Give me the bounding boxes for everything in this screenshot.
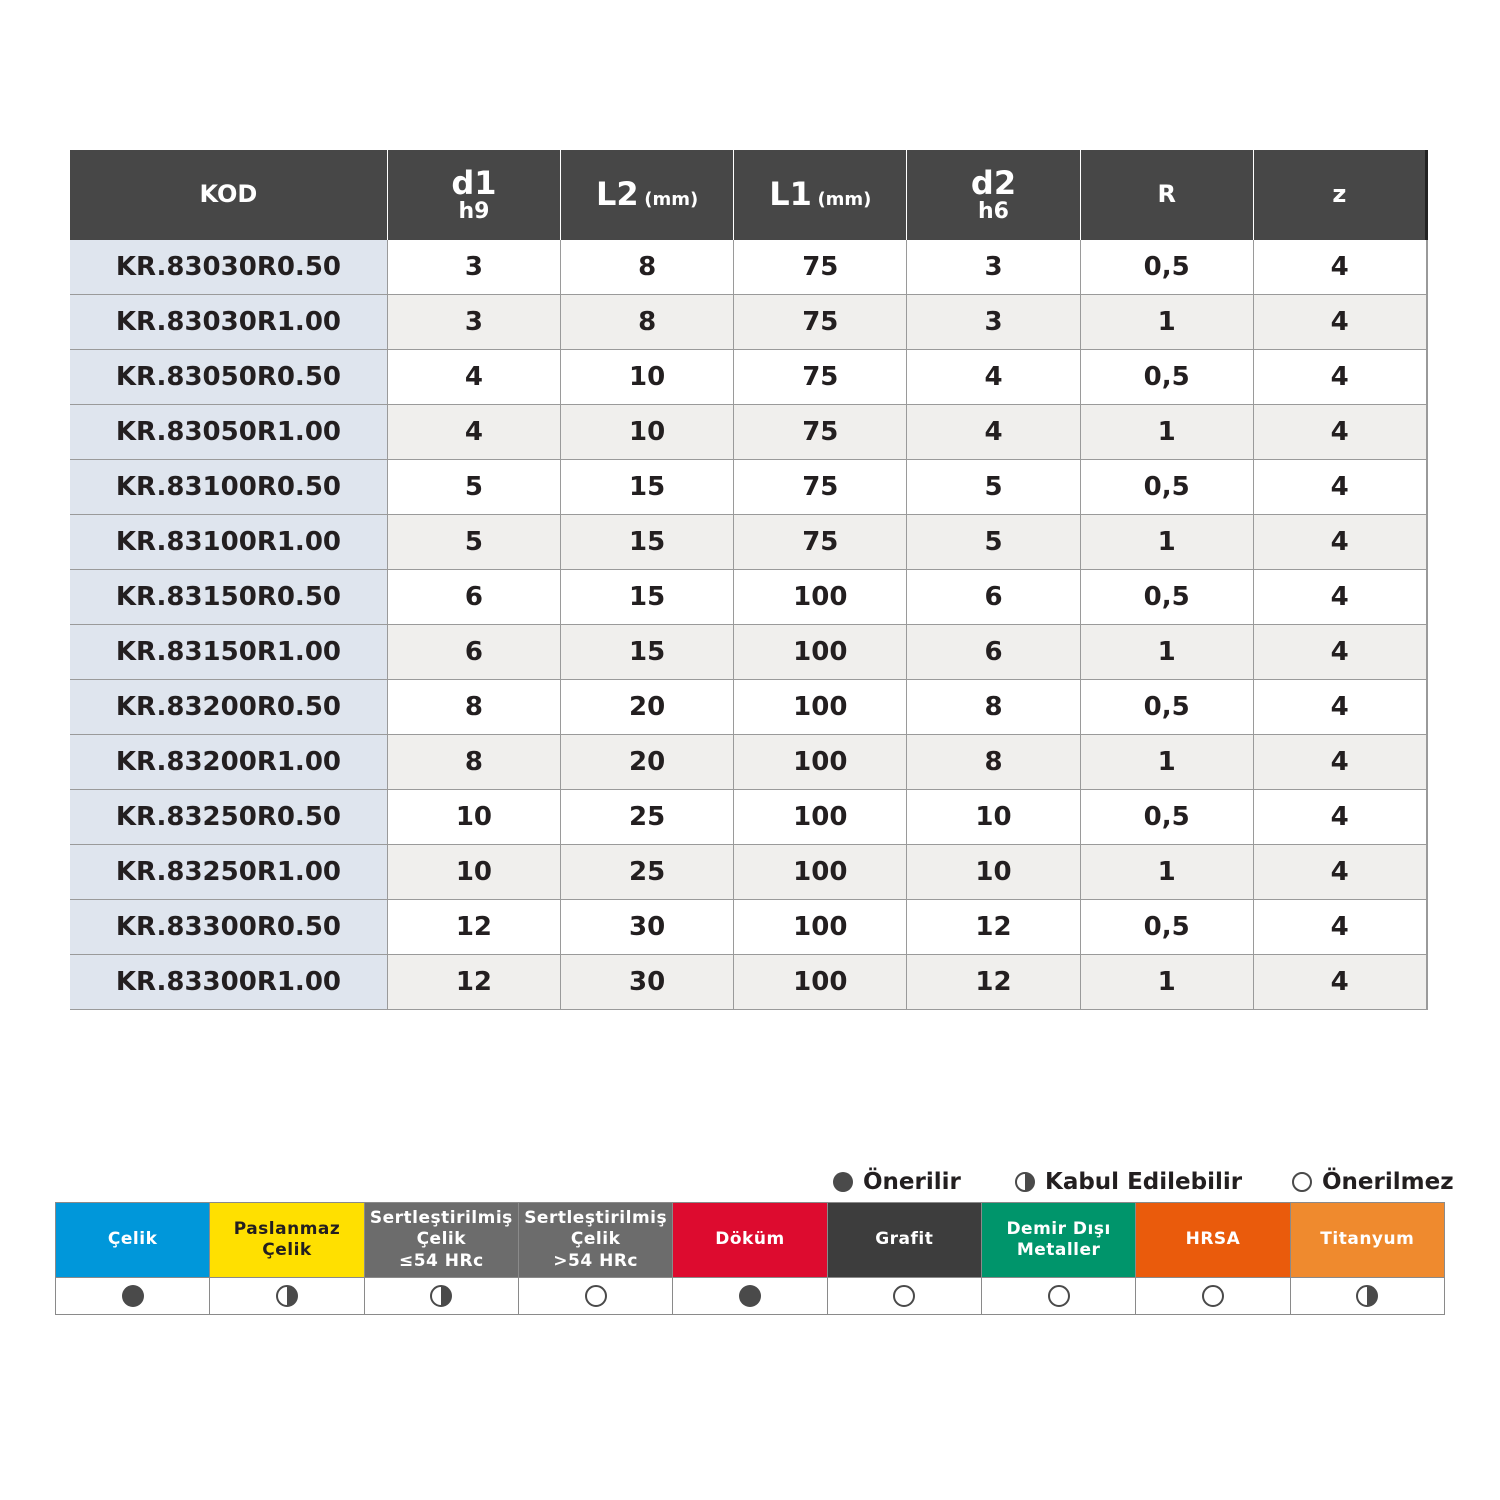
cell-d2: 12 <box>907 900 1080 955</box>
cell-d1: 8 <box>387 680 560 735</box>
material-rating-cell <box>364 1278 518 1315</box>
cell-d1: 5 <box>387 515 560 570</box>
material-rating-cell <box>673 1278 827 1315</box>
cell-r: 1 <box>1080 515 1253 570</box>
cell-kod: KR.83150R0.50 <box>70 570 387 625</box>
material-header <box>981 1203 1135 1278</box>
material-header <box>56 1203 210 1278</box>
cell-r: 0,5 <box>1080 680 1253 735</box>
cell-d2: 10 <box>907 790 1080 845</box>
table-row <box>70 350 1427 405</box>
material-rating-cell <box>981 1278 1135 1315</box>
cell-z: 4 <box>1253 790 1426 845</box>
cell-r: 1 <box>1080 295 1253 350</box>
material-label: Döküm <box>715 1229 785 1250</box>
filled-circle-icon <box>833 1172 853 1192</box>
cell-kod: KR.83050R0.50 <box>70 350 387 405</box>
cell-kod: KR.83200R1.00 <box>70 735 387 790</box>
filled-circle-icon <box>122 1285 144 1307</box>
cell-l2: 8 <box>561 295 734 350</box>
empty-circle-icon <box>1202 1285 1224 1307</box>
table-row <box>70 240 1427 295</box>
cell-d1: 4 <box>387 405 560 460</box>
cell-l1: 100 <box>734 955 907 1010</box>
legend <box>0 1166 1500 1198</box>
material-header <box>827 1203 981 1278</box>
empty-circle-icon <box>585 1285 607 1307</box>
spec-header-row <box>70 150 1427 240</box>
cell-d2: 4 <box>907 405 1080 460</box>
cell-kod: KR.83100R0.50 <box>70 460 387 515</box>
half-circle-icon <box>276 1285 298 1307</box>
header-r: R <box>1080 150 1253 240</box>
cell-d2: 4 <box>907 350 1080 405</box>
cell-kod: KR.83300R1.00 <box>70 955 387 1010</box>
cell-z: 4 <box>1253 735 1426 790</box>
cell-l2: 20 <box>561 680 734 735</box>
cell-z: 4 <box>1253 900 1426 955</box>
material-rating-cell <box>1136 1278 1290 1315</box>
cell-l2: 10 <box>561 350 734 405</box>
cell-l2: 8 <box>561 240 734 295</box>
material-header <box>673 1203 827 1278</box>
table-row <box>70 900 1427 955</box>
material-label: Titanyum <box>1320 1229 1415 1250</box>
material-rating-row <box>56 1278 1445 1315</box>
cell-z: 4 <box>1253 350 1426 405</box>
cell-r: 0,5 <box>1080 790 1253 845</box>
material-label: Sertleştirilmiş Çelik >54 HRc <box>524 1208 668 1271</box>
half-circle-icon <box>430 1285 452 1307</box>
legend-acceptable: Kabul Edilebilir <box>1015 1166 1242 1198</box>
cell-z: 4 <box>1253 240 1426 295</box>
half-circle-icon <box>1015 1172 1035 1192</box>
cell-z: 4 <box>1253 570 1426 625</box>
cell-l2: 25 <box>561 790 734 845</box>
cell-r: 0,5 <box>1080 460 1253 515</box>
material-label: Çelik <box>107 1229 158 1250</box>
header-d1: d1 h9 <box>387 150 560 240</box>
cell-l1: 100 <box>734 735 907 790</box>
cell-d1: 12 <box>387 955 560 1010</box>
cell-l2: 30 <box>561 955 734 1010</box>
cell-l2: 15 <box>561 570 734 625</box>
material-rating-cell <box>518 1278 672 1315</box>
cell-l2: 15 <box>561 515 734 570</box>
table-row <box>70 735 1427 790</box>
cell-l1: 75 <box>734 240 907 295</box>
cell-d2: 8 <box>907 735 1080 790</box>
cell-d2: 10 <box>907 845 1080 900</box>
header-d2: d2 h6 <box>907 150 1080 240</box>
cell-l1: 100 <box>734 900 907 955</box>
table-row <box>70 405 1427 460</box>
material-rating-cell <box>56 1278 210 1315</box>
empty-circle-icon <box>1292 1172 1312 1192</box>
cell-kod: KR.83030R0.50 <box>70 240 387 295</box>
cell-kod: KR.83050R1.00 <box>70 405 387 460</box>
cell-d1: 10 <box>387 845 560 900</box>
material-header <box>1290 1203 1444 1278</box>
cell-l1: 75 <box>734 350 907 405</box>
cell-d1: 6 <box>387 625 560 680</box>
cell-r: 1 <box>1080 625 1253 680</box>
cell-kod: KR.83100R1.00 <box>70 515 387 570</box>
table-row <box>70 680 1427 735</box>
cell-l2: 15 <box>561 625 734 680</box>
table-row <box>70 570 1427 625</box>
cell-r: 1 <box>1080 405 1253 460</box>
header-z: z <box>1253 150 1426 240</box>
cell-d2: 5 <box>907 515 1080 570</box>
cell-l2: 25 <box>561 845 734 900</box>
cell-l1: 100 <box>734 790 907 845</box>
material-rating-cell <box>1290 1278 1444 1315</box>
cell-l2: 20 <box>561 735 734 790</box>
material-header <box>364 1203 518 1278</box>
cell-kod: KR.83030R1.00 <box>70 295 387 350</box>
cell-l2: 15 <box>561 460 734 515</box>
cell-z: 4 <box>1253 460 1426 515</box>
empty-circle-icon <box>893 1285 915 1307</box>
spec-body <box>70 240 1427 1010</box>
cell-d2: 6 <box>907 625 1080 680</box>
cell-r: 1 <box>1080 735 1253 790</box>
material-label: HRSA <box>1185 1229 1241 1250</box>
cell-kod: KR.83250R1.00 <box>70 845 387 900</box>
cell-l2: 10 <box>561 405 734 460</box>
cell-kod: KR.83200R0.50 <box>70 680 387 735</box>
cell-d2: 8 <box>907 680 1080 735</box>
legend-not-recommended: Önerilmez <box>1292 1166 1454 1198</box>
cell-z: 4 <box>1253 515 1426 570</box>
cell-l1: 100 <box>734 625 907 680</box>
material-header <box>210 1203 364 1278</box>
header-l2: L2 (mm) <box>561 150 734 240</box>
cell-r: 0,5 <box>1080 350 1253 405</box>
cell-kod: KR.83250R0.50 <box>70 790 387 845</box>
cell-l1: 75 <box>734 515 907 570</box>
cell-l1: 75 <box>734 405 907 460</box>
cell-r: 1 <box>1080 845 1253 900</box>
cell-l1: 100 <box>734 570 907 625</box>
table-row <box>70 515 1427 570</box>
cell-d1: 12 <box>387 900 560 955</box>
legend-recommended: Önerilir <box>833 1166 961 1198</box>
cell-d1: 10 <box>387 790 560 845</box>
header-kod: KOD <box>70 150 387 240</box>
table-row <box>70 295 1427 350</box>
cell-d1: 6 <box>387 570 560 625</box>
cell-r: 0,5 <box>1080 240 1253 295</box>
cell-d1: 3 <box>387 295 560 350</box>
cell-l1: 100 <box>734 680 907 735</box>
header-l1: L1 (mm) <box>734 150 907 240</box>
cell-r: 1 <box>1080 955 1253 1010</box>
material-table <box>55 1202 1445 1315</box>
cell-z: 4 <box>1253 295 1426 350</box>
cell-z: 4 <box>1253 405 1426 460</box>
material-rating-cell <box>827 1278 981 1315</box>
material-header <box>518 1203 672 1278</box>
cell-kod: KR.83300R0.50 <box>70 900 387 955</box>
cell-d1: 4 <box>387 350 560 405</box>
table-row <box>70 955 1427 1010</box>
cell-d2: 3 <box>907 295 1080 350</box>
cell-d2: 5 <box>907 460 1080 515</box>
material-label: Paslanmaz Çelik <box>233 1218 341 1260</box>
cell-r: 0,5 <box>1080 900 1253 955</box>
cell-z: 4 <box>1253 955 1426 1010</box>
cell-r: 0,5 <box>1080 570 1253 625</box>
cell-d2: 3 <box>907 240 1080 295</box>
cell-l2: 30 <box>561 900 734 955</box>
cell-z: 4 <box>1253 625 1426 680</box>
table-row <box>70 790 1427 845</box>
cell-d1: 3 <box>387 240 560 295</box>
cell-d2: 12 <box>907 955 1080 1010</box>
cell-l1: 75 <box>734 460 907 515</box>
material-label: Grafit <box>875 1229 934 1250</box>
material-label: Sertleştirilmiş Çelik ≤54 HRc <box>369 1208 513 1271</box>
cell-kod: KR.83150R1.00 <box>70 625 387 680</box>
table-row <box>70 460 1427 515</box>
cell-l1: 75 <box>734 295 907 350</box>
filled-circle-icon <box>739 1285 761 1307</box>
material-label: Demir Dışı Metaller <box>1006 1218 1111 1260</box>
material-header <box>1136 1203 1290 1278</box>
empty-circle-icon <box>1048 1285 1070 1307</box>
material-header-row <box>56 1203 1445 1278</box>
material-rating-cell <box>210 1278 364 1315</box>
cell-l1: 100 <box>734 845 907 900</box>
table-row <box>70 845 1427 900</box>
spec-table <box>70 150 1428 1010</box>
cell-z: 4 <box>1253 845 1426 900</box>
cell-d1: 5 <box>387 460 560 515</box>
cell-z: 4 <box>1253 680 1426 735</box>
cell-d2: 6 <box>907 570 1080 625</box>
half-circle-icon <box>1356 1285 1378 1307</box>
table-row <box>70 625 1427 680</box>
cell-d1: 8 <box>387 735 560 790</box>
